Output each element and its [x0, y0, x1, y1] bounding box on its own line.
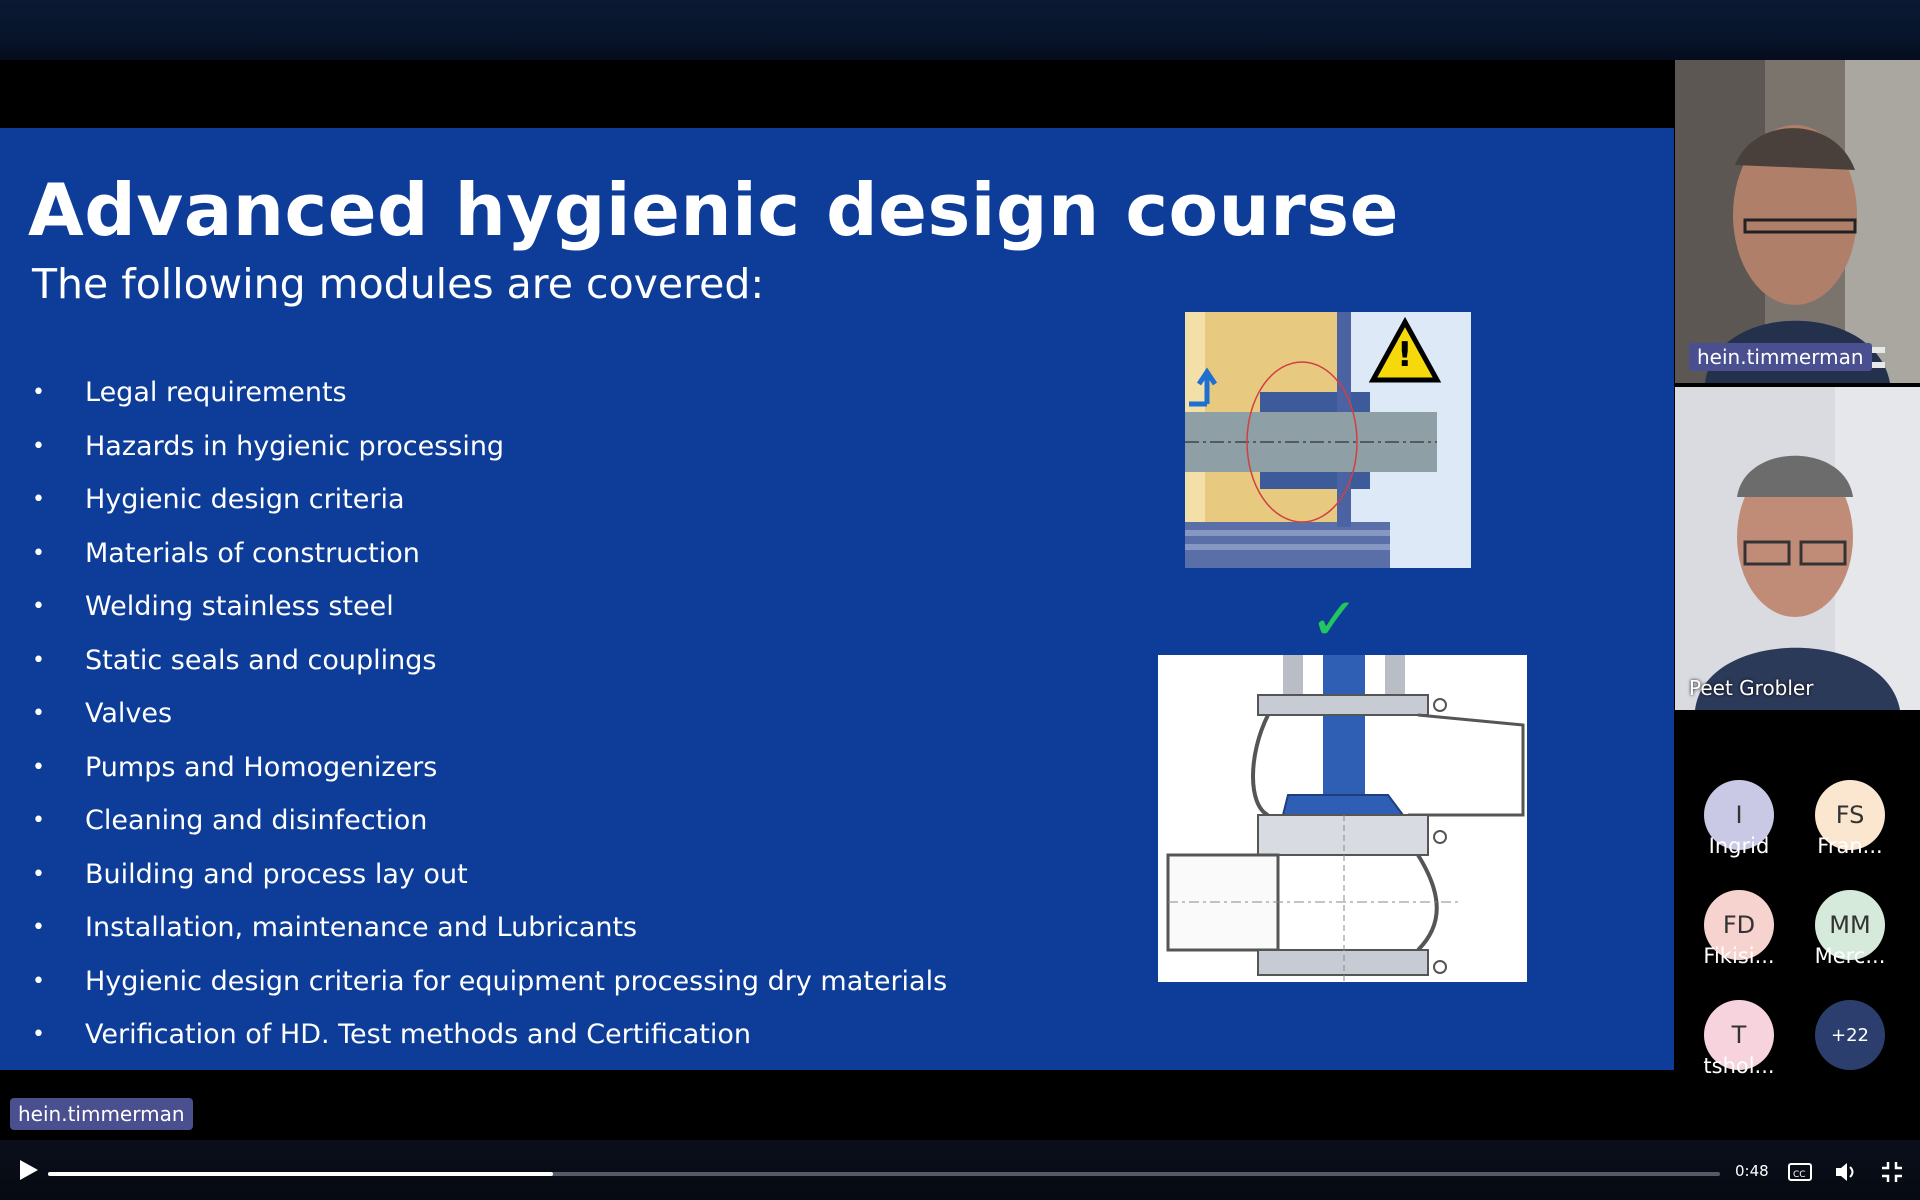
module-label: Legal requirements — [85, 377, 347, 409]
participant-avatar[interactable] — [1795, 780, 1905, 858]
bullet-icon: • — [32, 701, 45, 727]
active-speaker-badge: hein.timmerman — [10, 1098, 193, 1130]
exit-fullscreen-icon[interactable] — [1878, 1158, 1906, 1186]
bullet-icon: • — [32, 754, 45, 780]
more-participants-count: +22 — [1815, 1000, 1885, 1070]
module-label: Hygienic design criteria — [85, 484, 405, 516]
module-item — [32, 687, 947, 741]
participant-avatar[interactable] — [1795, 890, 1905, 968]
avatar-initials: FD — [1704, 890, 1774, 960]
video-tile-name: Peet Grobler — [1689, 676, 1814, 700]
bullet-icon: • — [32, 968, 45, 994]
slide-title: Advanced hygienic design course — [28, 168, 1399, 252]
captions-icon[interactable] — [1786, 1158, 1814, 1186]
bullet-icon: • — [32, 594, 45, 620]
svg-text:CC: CC — [1793, 1170, 1806, 1180]
module-item — [32, 848, 947, 902]
warning-icon: ! — [1397, 335, 1413, 375]
module-item — [32, 527, 947, 581]
participant-avatar[interactable] — [1684, 890, 1794, 968]
player-controls-bar — [0, 1140, 1920, 1200]
module-label: Verification of HD. Test methods and Certification — [85, 1019, 751, 1051]
module-item — [32, 420, 947, 474]
slide-subtitle: The following modules are covered: — [32, 260, 765, 308]
participant-name: Fikisi... — [1703, 944, 1775, 968]
progress-bar[interactable] — [48, 1172, 1720, 1176]
bullet-icon: • — [32, 915, 45, 941]
participant-name: tshol... — [1703, 1054, 1775, 1078]
module-item — [32, 741, 947, 795]
time-display: 0:48 — [1735, 1162, 1769, 1180]
module-label: Building and process lay out — [85, 858, 468, 890]
bullet-icon: • — [32, 433, 45, 459]
video-tile[interactable] — [1675, 387, 1920, 710]
bullet-icon: • — [32, 647, 45, 673]
check-icon: ✓ — [1310, 585, 1359, 653]
avatar-initials: T — [1704, 1000, 1774, 1070]
avatar-initials: MM — [1815, 890, 1885, 960]
module-item — [32, 473, 947, 527]
module-item — [32, 794, 947, 848]
module-list — [32, 366, 947, 1062]
participant-avatar[interactable] — [1684, 780, 1794, 858]
bullet-icon: • — [32, 861, 45, 887]
video-tile[interactable] — [1675, 60, 1920, 383]
module-label: Hazards in hygienic processing — [85, 430, 505, 462]
avatar-initials: FS — [1815, 780, 1885, 850]
more-participants-button[interactable] — [1795, 1000, 1905, 1070]
seal-diagram-image — [1185, 312, 1471, 568]
module-label: Hygienic design criteria for equipment processing dry materials — [85, 965, 948, 997]
progress-bar-fill — [48, 1172, 553, 1176]
module-label: Valves — [85, 698, 173, 730]
participant-video — [1675, 60, 1920, 383]
top-bar — [0, 0, 1920, 60]
module-label: Installation, maintenance and Lubricants — [85, 912, 638, 944]
bullet-icon: • — [32, 808, 45, 834]
bullet-icon: • — [32, 487, 45, 513]
play-icon[interactable] — [14, 1156, 42, 1184]
module-label: Pumps and Homogenizers — [85, 751, 438, 783]
module-item — [32, 580, 947, 634]
video-tile-name: hein.timmerman — [1689, 343, 1872, 371]
participant-name: Fran... — [1817, 834, 1883, 858]
bullet-icon: • — [32, 380, 45, 406]
module-label: Cleaning and disinfection — [85, 805, 428, 837]
participant-name: Merc... — [1814, 944, 1886, 968]
module-item — [32, 1008, 947, 1062]
module-item — [32, 955, 947, 1009]
bullet-icon: • — [32, 540, 45, 566]
bullet-icon: • — [32, 1022, 45, 1048]
volume-icon[interactable] — [1832, 1158, 1860, 1186]
avatar-initials: I — [1704, 780, 1774, 850]
participant-name: Ingrid — [1708, 834, 1770, 858]
module-label: Welding stainless steel — [85, 591, 394, 623]
module-label: Static seals and couplings — [85, 644, 437, 676]
module-label: Materials of construction — [85, 537, 420, 569]
module-item — [32, 901, 947, 955]
participant-avatar[interactable] — [1684, 1000, 1794, 1078]
module-item — [32, 634, 947, 688]
valve-diagram-image — [1158, 655, 1527, 982]
participant-video — [1675, 387, 1920, 710]
module-item — [32, 366, 947, 420]
